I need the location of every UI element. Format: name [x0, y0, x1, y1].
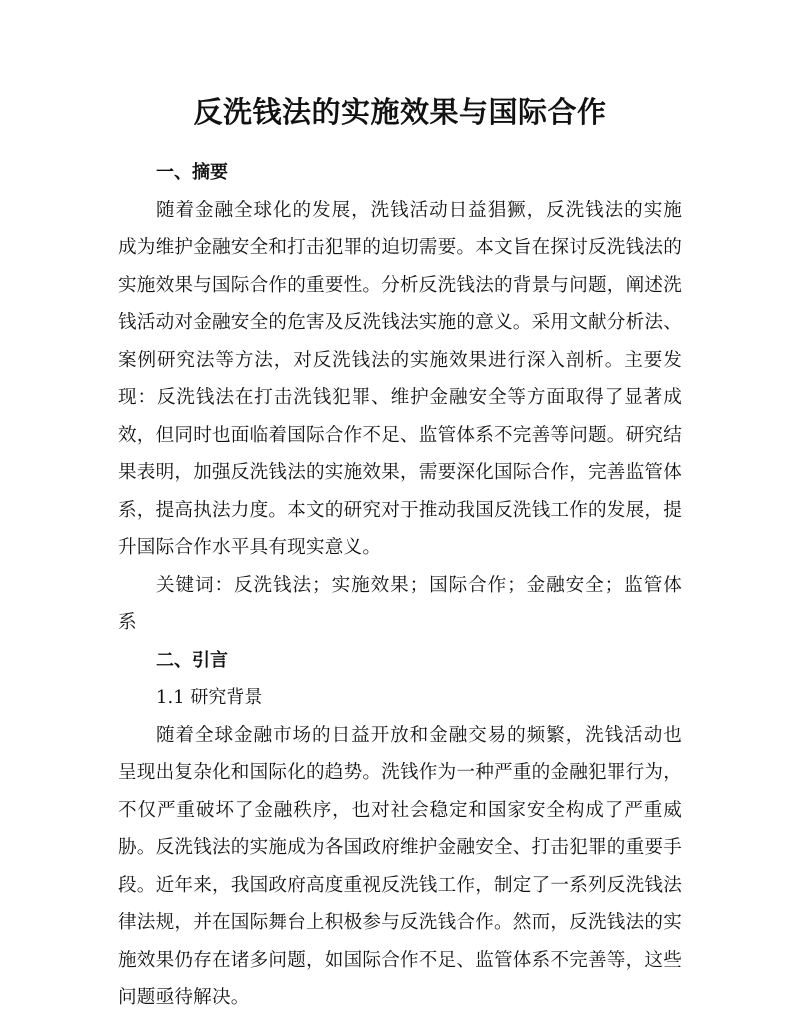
keywords-line: 关键词：反洗钱法；实施效果；国际合作；金融安全；监管体系 [118, 574, 682, 633]
document-title: 反洗钱法的实施效果与国际合作 [193, 95, 607, 129]
abstract-paragraph: 随着金融全球化的发展，洗钱活动日益猖獗，反洗钱法的实施成为维护金融安全和打击犯罪的迫切需要。本文旨在探讨反洗钱法的实施效果与国际合作的重要性。分析反洗钱法的背景与问题，阐述洗钱活动对金融安全的危害及反洗钱法实施的意义。采用文献分析法、案例研究法等方法，对反洗钱法的实施效果进行深入剖析。主要发现：反洗钱法在打击洗钱犯罪、维护金融安全等方面取得了显著成效，但同时也面临着国际合作不足、监管体系不完善等问题。研究结果表明，加强反洗钱法的实施效果，需要深化国际合作，完善监管体系，提高执法力度。本文的研究对于推动我国反洗钱工作的发展，提升国际合作水平具有现实意义。 [118, 199, 682, 558]
research-background-paragraph: 随着全球金融市场的日益开放和金融交易的频繁，洗钱活动也呈现出复杂化和国际化的趋势。洗钱作为一种严重的金融犯罪行为，不仅严重破坏了金融秩序，也对社会稳定和国家安全构成了严重威胁。反洗钱法的实施成为各国政府维护金融安全、打击犯罪的重要手段。近年来，我国政府高度重视反洗钱工作，制定了一系列反洗钱法律法规，并在国际舞台上积极参与反洗钱合作。然而，反洗钱法的实施效果仍存在诸多问题，如国际合作不足、监管体系不完善等，这些问题亟待解决。 [118, 724, 682, 1008]
abstract-heading: 一、摘要 [156, 162, 228, 183]
research-background-heading: 1.1 研究背景 [156, 687, 263, 708]
introduction-heading: 二、引言 [156, 649, 228, 671]
